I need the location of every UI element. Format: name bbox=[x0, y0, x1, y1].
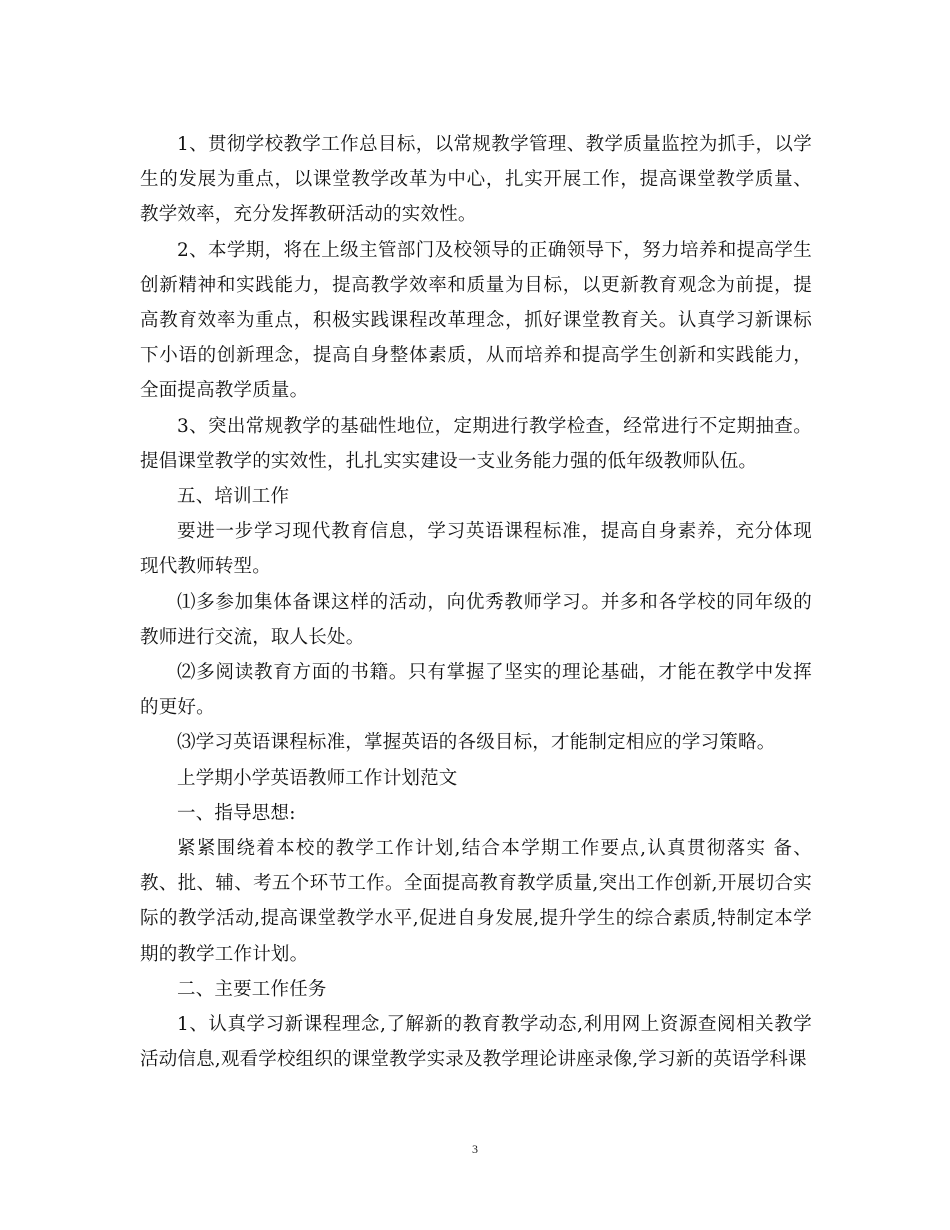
paragraph-2: 2、本学期，将在上级主管部门及校领导的正确领导下，努力培养和提高学生创新精神和实践能力，提高教学效率和质量为目标，以更新教育观念为前提，提高教育效率为重点，积极实践课程改革理念，抓好课堂教育关。认真学习新课标下小语的创新理念，提高自身整体素质，从而培养和提高学生创新和实践能力，全面提高教学质量。 bbox=[140, 239, 812, 402]
paragraph-training-item-3: ⑶学习英语课程标准，掌握英语的各级目标，才能制定相应的学习策略。 bbox=[177, 732, 776, 754]
paragraph-1: 1、贯彻学校教学工作总目标，以常规教学管理、教学质量监控为抓手，以学生的发展为重点，以课堂教学改革为中心，扎实开展工作，提高课堂教学质量、教学效率，充分发挥教研活动的实效性。 bbox=[140, 134, 812, 226]
document-subtitle: 上学期小学英语教师工作计划范文 bbox=[177, 767, 458, 789]
paragraph-training-item-2: ⑵多阅读教育方面的书籍。只有掌握了坚实的理论基础，才能在教学中发挥的更好。 bbox=[140, 662, 812, 719]
paragraph-training-intro: 要进一步学习现代教育信息，学习英语课程标准，提高自身素养，充分体现现代教师转型。 bbox=[140, 521, 812, 578]
page-number: 3 bbox=[472, 1142, 478, 1156]
paragraph-training-item-1: ⑴多参加集体备课这样的活动，向优秀教师学习。并多和各学校的同年级的教师进行交流，取人长处。 bbox=[140, 591, 812, 648]
paragraph-3: 3、突出常规教学的基础性地位，定期进行教学检查，经常进行不定期抽查。提倡课堂教学的实效性，扎扎实实建设一支业务能力强的低年级教师队伍。 bbox=[140, 415, 812, 472]
section-heading-guiding-thought: 一、指导思想: bbox=[177, 802, 296, 824]
paragraph-guiding-thought: 紧紧围绕着本校的教学工作计划,结合本学期工作要点,认真贯彻落实 备、教、批、辅、考五个环节工作。全面提高教育教学质量,突出工作创新,开展切合实际的教学活动,提高课堂教学水平,促进自身发展,提升学生的综合素质,特制定本学期的教学工作计划。 bbox=[140, 838, 812, 965]
document-body bbox=[140, 127, 812, 1077]
paragraph-main-task-1: 1、认真学习新课程理念,了解新的教育教学动态,利用网上资源查阅相关教学活动信息,观看学校组织的课堂教学实录及教学理论讲座录像,学习新的英语学科课 bbox=[140, 1014, 812, 1071]
section-heading-training: 五、培训工作 bbox=[177, 486, 290, 508]
section-heading-main-tasks: 二、主要工作任务 bbox=[177, 978, 327, 1000]
